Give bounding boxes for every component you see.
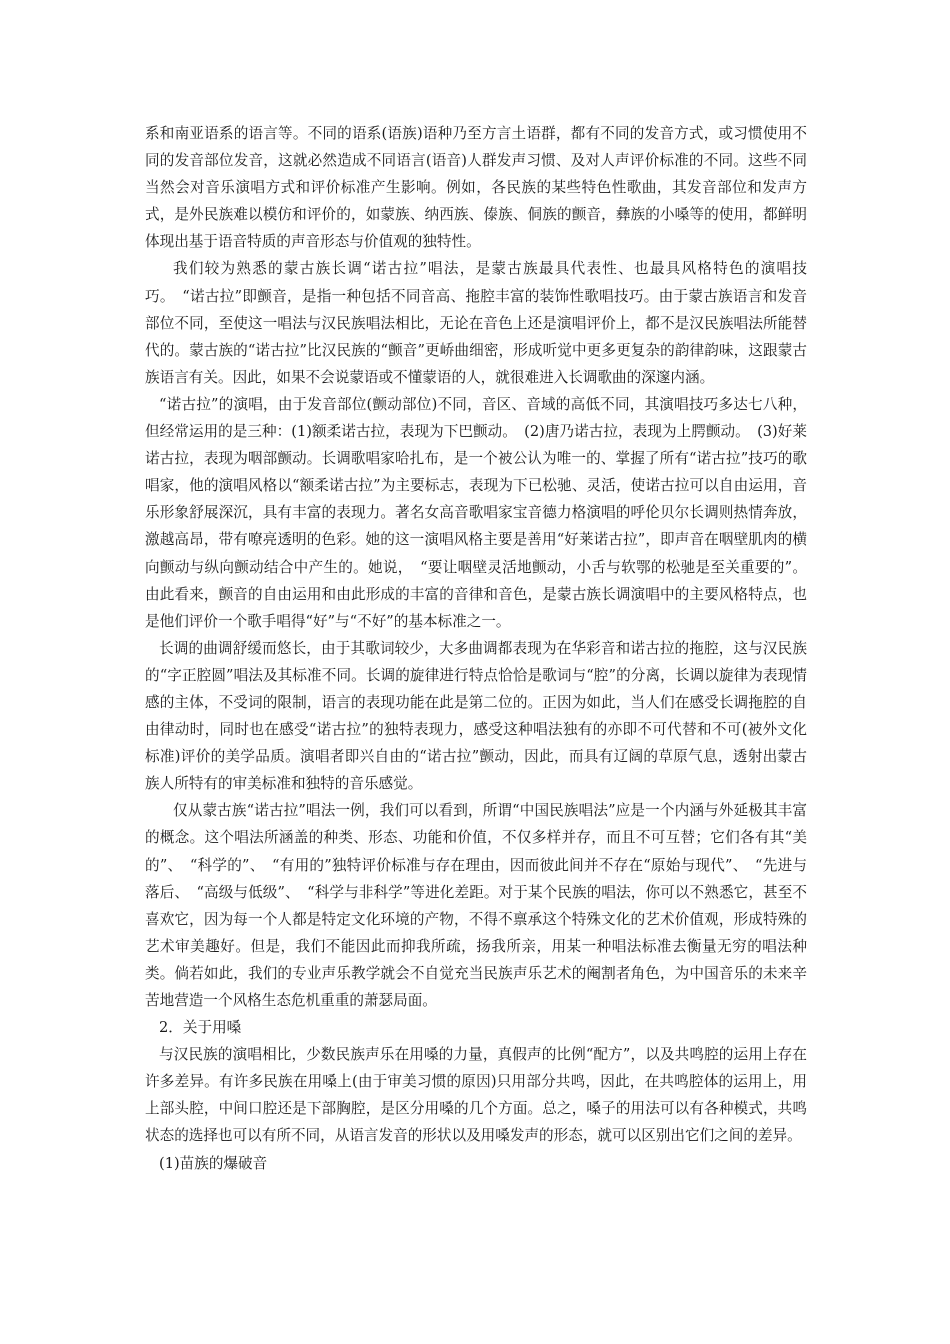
document-body (145, 120, 807, 1177)
paragraph-voice-use: 与汉民族的演唱相比，少数民族声乐在用嗓的力量，真假声的比例“配方”，以及共鸣腔的运用上存在许多差异。有许多民族在用嗓上(由于审美习惯的原因)只用部分共鸣，因此，在共鸣腔体的运用上，用上部头腔，中间口腔还是下部胸腔，是区分用嗓的几个方面。总之，嗓子的用法可以有各种模式，共鸣状态的选择也可以有所不同，从语言发音的形状以及用嗓发声的形态，就可以区别出它们之间的差异。 (145, 1046, 807, 1145)
paragraph-long-tune: 长调的曲调舒缓而悠长，由于其歌词较少，大多曲调都表现为在华彩音和诺古拉的拖腔，这与汉民族的“字正腔圆”唱法及其标准不同。长调的旋律进行特点恰恰是歌词与“腔”的分离，长调以旋律为表现情感的主体，不受词的限制，语言的表现功能在此是第二位的。正因为如此，当人们在感受长调拖腔的自由律动时，同时也在感受“诺古拉”的独特表现力，感受这种唱法独有的亦即不可代替和不可(被外文化标准)评价的美学品质。演唱者即兴自由的“诺古拉”颤动，因此，而具有辽阔的草原气息，透射出蒙古族人所特有的审美标准和独特的音乐感觉。 (145, 639, 807, 793)
paragraph-nuogula-intro: 我们较为熟悉的蒙古族长调“诺古拉”唱法，是蒙古族最具代表性、也最具风格特色的演唱技巧。 “诺古拉”即颤音，是指一种包括不同音高、拖腔丰富的装饰性歌唱技巧。由于蒙古族语言和发音部位不同，至使这一唱法与汉民族唱法相比，无论在音色上还是演唱评价上，都不是汉民族唱法所能替代的。蒙古族的“诺古拉”比汉民族的“颤音”更峤曲细密，形成听觉中更多更复杂的韵律韵味，这跟蒙古族语言有关。因此，如果不会说蒙语或不懂蒙语的人，就很难进入长调歌曲的深邃内涵。 (145, 260, 807, 386)
paragraph-national-singing: 仅从蒙古族“诺古拉”唱法一例，我们可以看到，所谓“中国民族唱法”应是一个内涵与外延极其丰富的概念。这个唱法所涵盖的种类、形态、功能和价值，不仅多样并存，而且不可互替；它们各有其“美的”、 “科学的”、 “有用的”独特评价标准与存在理由，因而彼此间并不存在“原始与现代”、 “先进与落后、 “高级与低级”、 “科学与非科学”等进化差距。对于某个民族的唱法，你可以不熟悉它，甚至不喜欢它，因为每一个人都是特定文化环境的产物，不得不禀承这个特殊文化的艺术价值观，形成特殊的艺术审美趣好。但是，我们不能因此而抑我所疏，扬我所亲，用某一种唱法标准去衡量无穷的唱法种类。倘若如此，我们的专业声乐教学就会不自觉充当民族声乐艺术的阉割者角色，为中国音乐的未来辛苦地营造一个风格生态危机重重的萧瑟局面。 (145, 802, 807, 1009)
paragraph-language-systems: 系和南亚语系的语言等。不同的语系(语族)语种乃至方言土语群，都有不同的发音方式，或习惯使用不同的发音部位发音，这就必然造成不同语言(语音)人群发声习惯、及对人声评价标准的不同。这些不同当然会对音乐演唱方式和评价标准产生影响。例如，各民族的某些特色性歌曲，其发音部位和发声方式，是外民族难以模仿和评价的，如蒙族、纳西族、傣族、侗族的颤音，彝族的小嗓等的使用，都鲜明体现出基于语音特质的声音形态与价值观的独特性。 (145, 125, 807, 251)
subheading-miao-plosive: (1)苗族的爆破音 (159, 1154, 268, 1172)
paragraph-nuogula-techniques: “诺古拉”的演唱，由于发音部位(颤动部位)不同，音区、音域的高低不同，其演唱技巧多达七八种，但经常运用的是三种：(1)额柔诺古拉，表现为下巴颤动。 (2)唐乃诺古拉，表现为上腭颤动。 (3)好莱诺古拉，表现为咽部颤动。长调歌唱家哈扎布，是一个被公认为唯一的、掌握了所有“诺古拉”技巧的歌唱家，他的演唱风格以“额柔诺古拉”为主要标志，表现为下已松驰、灵活，使诺古拉可以自由运用，音乐形象舒展深沉，具有丰富的表现力。著名女高音歌唱家宝音德力格演唱的呼伦贝尔长调则热情奔放，激越高昂，带有嘹亮透明的色彩。她的这一演唱风格主要是善用“好莱诺古拉”，即声音在咽壁肌肉的横向颤动与纵向颤动结合中产生的。她说， “要让咽壁灵活地颤动，小舌与软鄂的松驰是至关重要的”。由此看来，颤音的自由运用和由此形成的丰富的音律和音色，是蒙古族长调演唱中的主要风格特点，也是他们评价一个歌手唱得“好”与“不好”的基本标准之一。 (145, 395, 807, 630)
section-heading-voice-use: 2．关于用嗓 (159, 1019, 242, 1037)
